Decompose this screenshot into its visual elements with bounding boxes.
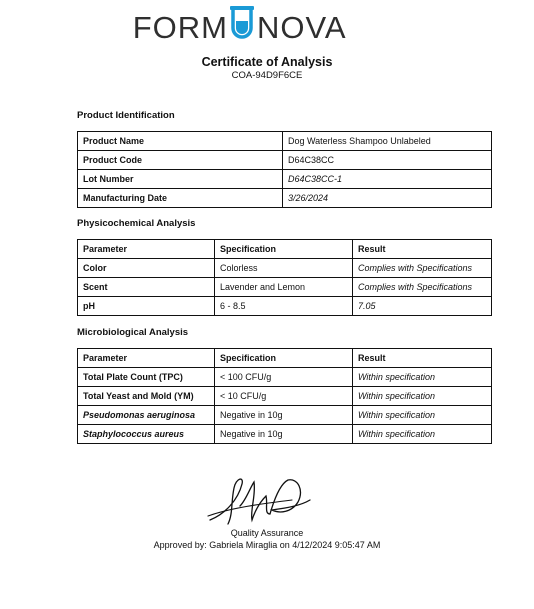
logo-text-left: FORM bbox=[132, 10, 228, 44]
header-parameter: Parameter bbox=[78, 240, 215, 259]
result-cell: Within specification bbox=[353, 387, 492, 406]
manufacturing-date-label: Manufacturing Date bbox=[78, 189, 283, 208]
table-row bbox=[78, 425, 492, 444]
header-result: Result bbox=[353, 240, 492, 259]
table-row bbox=[78, 259, 492, 278]
specification-cell: Negative in 10g bbox=[215, 425, 353, 444]
header-specification: Specification bbox=[215, 240, 353, 259]
table-row bbox=[78, 387, 492, 406]
parameter-cell: Pseudomonas aeruginosa bbox=[78, 406, 215, 425]
table-header-row bbox=[78, 349, 492, 368]
formunova-logo bbox=[0, 4, 534, 44]
header-specification: Specification bbox=[215, 349, 353, 368]
header-parameter: Parameter bbox=[78, 349, 215, 368]
result-cell: Within specification bbox=[353, 425, 492, 444]
parameter-cell: Staphylococcus aureus bbox=[78, 425, 215, 444]
specification-cell: 6 - 8.5 bbox=[215, 297, 353, 316]
table-row bbox=[78, 368, 492, 387]
result-cell: Complies with Specifications bbox=[353, 259, 492, 278]
microbiological-table bbox=[77, 348, 492, 444]
parameter-cell: pH bbox=[78, 297, 215, 316]
parameter-cell: Scent bbox=[78, 278, 215, 297]
table-row bbox=[78, 151, 492, 170]
certificate-title: Certificate of Analysis bbox=[201, 55, 333, 69]
product-name-value: Dog Waterless Shampoo Unlabeled bbox=[283, 132, 492, 151]
table-row bbox=[78, 297, 492, 316]
lot-number-value: D64C38CC-1 bbox=[283, 170, 492, 189]
table-row bbox=[78, 170, 492, 189]
parameter-cell: Total Yeast and Mold (YM) bbox=[78, 387, 215, 406]
handwritten-signature bbox=[200, 470, 320, 532]
product-identification-table bbox=[77, 131, 492, 208]
certificate-id: COA-94D9F6CE bbox=[231, 70, 303, 81]
parameter-cell: Total Plate Count (TPC) bbox=[78, 368, 215, 387]
header-result: Result bbox=[353, 349, 492, 368]
result-cell: Within specification bbox=[353, 406, 492, 425]
specification-cell: Negative in 10g bbox=[215, 406, 353, 425]
table-header-row bbox=[78, 240, 492, 259]
table-row bbox=[78, 189, 492, 208]
product-name-label: Product Name bbox=[78, 132, 283, 151]
quality-assurance-label: Quality Assurance bbox=[230, 528, 304, 538]
table-row bbox=[78, 278, 492, 297]
physicochemical-table bbox=[77, 239, 492, 316]
physicochemical-title: Physicochemical Analysis bbox=[77, 218, 196, 229]
specification-cell: < 10 CFU/g bbox=[215, 387, 353, 406]
table-row bbox=[78, 132, 492, 151]
product-code-value: D64C38CC bbox=[283, 151, 492, 170]
specification-cell: Colorless bbox=[215, 259, 353, 278]
specification-cell: < 100 CFU/g bbox=[215, 368, 353, 387]
test-tube-icon bbox=[230, 6, 254, 37]
specification-cell: Lavender and Lemon bbox=[215, 278, 353, 297]
approval-line: Approved by: Gabriela Miraglia on 4/12/2024 9:05:47 AM bbox=[153, 540, 381, 550]
table-row bbox=[78, 406, 492, 425]
result-cell: 7.05 bbox=[353, 297, 492, 316]
logo-text-right: NOVA bbox=[257, 10, 347, 44]
parameter-cell: Color bbox=[78, 259, 215, 278]
lot-number-label: Lot Number bbox=[78, 170, 283, 189]
product-identification-title: Product Identification bbox=[77, 110, 175, 121]
result-cell: Complies with Specifications bbox=[353, 278, 492, 297]
product-code-label: Product Code bbox=[78, 151, 283, 170]
result-cell: Within specification bbox=[353, 368, 492, 387]
manufacturing-date-value: 3/26/2024 bbox=[283, 189, 492, 208]
microbiological-title: Microbiological Analysis bbox=[77, 327, 189, 338]
